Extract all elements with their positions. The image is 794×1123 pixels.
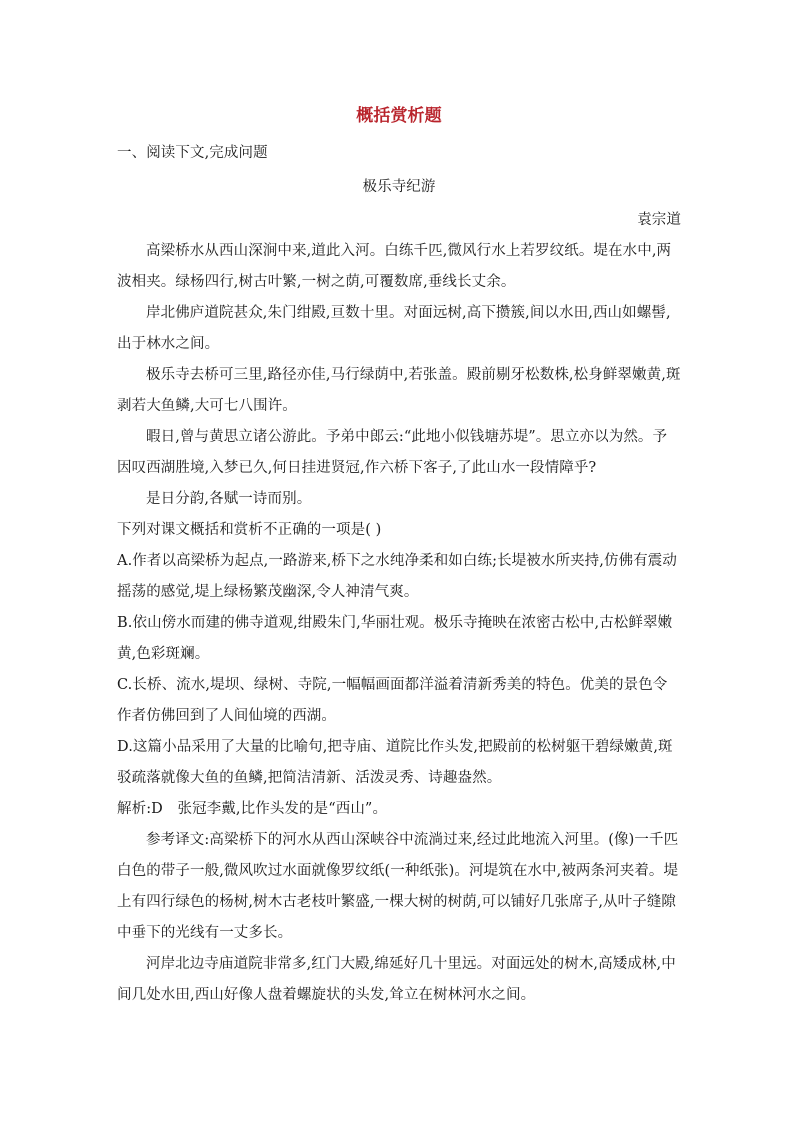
passage-paragraph: 岸北佛庐道院甚众,朱门绀殿,亘数十里。对面远树,高下攒簇,间以水田,西山如螺髻,出于林水之间。 — [117, 305, 671, 352]
document-content — [117, 102, 681, 1011]
question-stem: 下列对课文概括和赏析不正确的一项是( ) — [117, 522, 382, 538]
analysis-text: 解析:D 张冠李戴,比作头发的是“西山”。 — [117, 801, 388, 817]
document-title: 概括赏析题 — [356, 106, 442, 126]
option-c: C.长桥、流水,堤坝、绿树、寺院,一幅幅画面都洋溢着清新秀美的特色。优美的景色令作者仿佛回到了人间仙境的西湖。 — [117, 677, 668, 724]
passage-author: 袁宗道 — [637, 212, 681, 228]
option-d: D.这篇小品采用了大量的比喻句,把寺庙、道院比作头发,把殿前的松树躯干碧绿嫩黄,斑驳疏落就像大鱼的鱼鳞,把简洁清新、活泼灵秀、诗趣盎然。 — [117, 739, 673, 786]
passage-paragraph: 是日分韵,各赋一诗而别。 — [146, 491, 312, 507]
section-heading: 一、阅读下文,完成问题 — [117, 145, 268, 161]
passage-title: 极乐寺纪游 — [362, 179, 436, 195]
option-b: B.依山傍水而建的佛寺道观,绀殿朱门,华丽壮观。极乐寺掩映在浓密古松中,古松鲜翠嫩黄,色彩斑斓。 — [117, 615, 673, 662]
option-a: A.作者以高梁桥为起点,一路游来,桥下之水纯净柔和如白练;长堤被水所夹持,仿佛有震动摇荡的感觉,堤上绿杨繁茂幽深,令人神清气爽。 — [117, 553, 677, 600]
passage-paragraph: 高梁桥水从西山深涧中来,道此入河。白练千匹,微风行水上若罗纹纸。堤在水中,两波相夹。绿杨四行,树古叶繁,一树之荫,可覆数席,垂线长丈余。 — [117, 243, 672, 290]
translation-paragraph: 河岸北边寺庙道院非常多,红门大殿,绵延好几十里远。对面远处的树木,高矮成林,中间几处水田,西山好像人盘着螺旋状的头发,耸立在树林河水之间。 — [117, 956, 676, 1003]
passage-paragraph: 极乐寺去桥可三里,路径亦佳,马行绿荫中,若张盖。殿前剔牙松数株,松身鲜翠嫩黄,斑剥若大鱼鳞,大可七八围许。 — [117, 367, 681, 414]
translation-paragraph: 参考译文:高梁桥下的河水从西山深峡谷中流淌过来,经过此地流入河里。(像)一千匹白色的带子一般,微风吹过水面就像罗纹纸(一种纸张)。河堤筑在水中,被两条河夹着。堤上有四行绿色的杨树,树木古老枝叶繁盛,一棵大树的树荫,可以铺好几张席子,从叶子缝隙中垂下的光线有一丈多长。 — [117, 832, 679, 941]
passage-paragraph: 暇日,曾与黄思立诸公游此。予弟中郎云:“此地小似钱塘苏堤”。思立亦以为然。予因叹西湖胜境,入梦已久,何日挂进贤冠,作六桥下客子,了此山水一段情障乎? — [117, 429, 668, 476]
